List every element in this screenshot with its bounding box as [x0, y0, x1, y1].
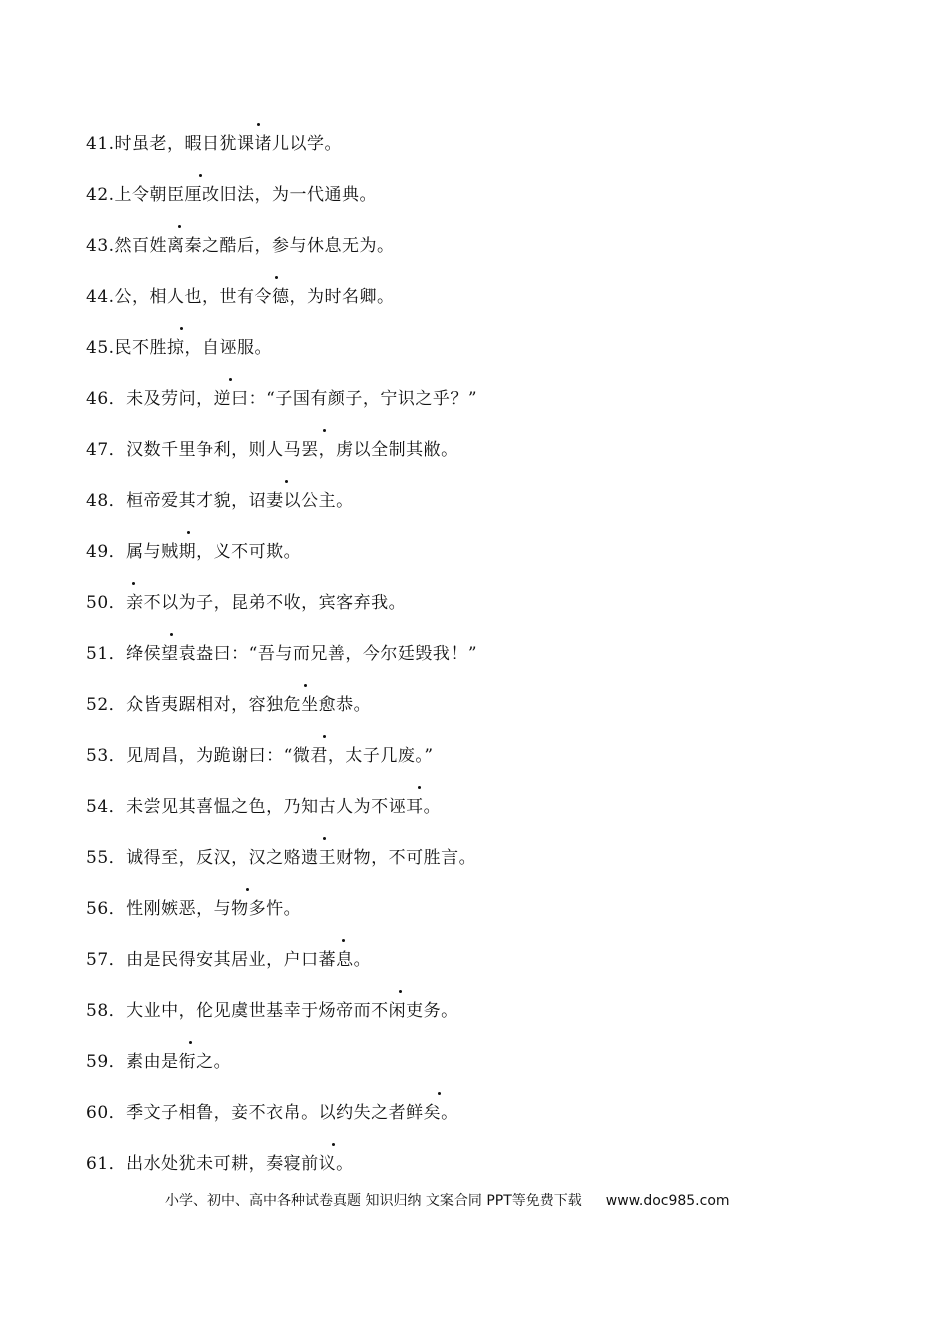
sentence-55: 55．诚得至，反汉，汉之赂遗王财物，不可胜言。 [86, 848, 477, 868]
sentence-47: 47．汉数千里争利，则人马罢，虏以全制其敝。 [86, 440, 459, 460]
sentence-58: 58．大业中，伦见虞世基幸于炀帝而不闲吏务。 [86, 1001, 459, 1021]
sentence-51: 51．绛侯望袁盎曰：“吾与而兄善，今尔廷毁我！” [86, 644, 478, 664]
emphasis-dot [187, 531, 190, 534]
emphasis-dot [418, 786, 421, 789]
sentence-60: 60．季文子相鲁，妾不衣帛。以约失之者鲜矣。 [86, 1103, 459, 1123]
sentence-41: 41.时虽老，暇日犹课诸儿以学。 [86, 134, 343, 154]
footer-banner [165, 1191, 730, 1211]
emphasis-dot [180, 327, 183, 330]
emphasis-dot [229, 378, 232, 381]
sentence-42: 42.上令朝臣厘改旧法，为一代通典。 [86, 185, 378, 205]
sentence-48: 48．桓帝爱其才貌，诏妻以公主。 [86, 491, 354, 511]
emphasis-dot [323, 735, 326, 738]
emphasis-dot [332, 1143, 335, 1146]
emphasis-dot [189, 1041, 192, 1044]
emphasis-dot [132, 582, 135, 585]
footer-text: 小学、初中、高中各种试卷真题 知识归纳 文案合同 PPT等免费下载 [165, 1193, 582, 1209]
sentence-45: 45.民不胜掠，自诬服。 [86, 338, 273, 358]
emphasis-dot [323, 429, 326, 432]
emphasis-dot [178, 225, 181, 228]
sentence-57: 57．由是民得安其居业，户口蕃息。 [86, 950, 372, 970]
sentence-54: 54．未尝见其喜愠之色，乃知古人为不诬耳。 [86, 797, 442, 817]
sentence-44: 44.公，相人也，世有令德，为时名卿。 [86, 287, 395, 307]
sentence-59: 59．素由是衔之。 [86, 1052, 232, 1072]
emphasis-dot [285, 480, 288, 483]
emphasis-dot [275, 276, 278, 279]
sentence-46: 46．未及劳问，逆曰：“子国有颜子，宁识之乎？” [86, 389, 478, 409]
emphasis-dot [304, 684, 307, 687]
sentence-56: 56．性刚嫉恶，与物多忤。 [86, 899, 302, 919]
emphasis-dot [323, 837, 326, 840]
sentence-52: 52．众皆夷踞相对，容独危坐愈恭。 [86, 695, 372, 715]
sentence-53: 53．见周昌，为跪谢曰：“微君，太子几废。” [86, 746, 434, 766]
emphasis-dot [246, 888, 249, 891]
footer-site-link[interactable]: www.doc985.com [605, 1193, 730, 1209]
sentence-43: 43.然百姓离秦之酷后，参与休息无为。 [86, 236, 395, 256]
emphasis-dot [342, 939, 345, 942]
emphasis-dot [199, 174, 202, 177]
emphasis-dot [438, 1092, 441, 1095]
emphasis-dot [257, 123, 260, 126]
sentence-61: 61．出水处犹未可耕，奏寝前议。 [86, 1154, 354, 1174]
emphasis-dot [399, 990, 402, 993]
emphasis-dot [170, 633, 173, 636]
sentence-50: 50．亲不以为子，昆弟不收，宾客弃我。 [86, 593, 407, 613]
sentence-49: 49．属与贼期，义不可欺。 [86, 542, 302, 562]
